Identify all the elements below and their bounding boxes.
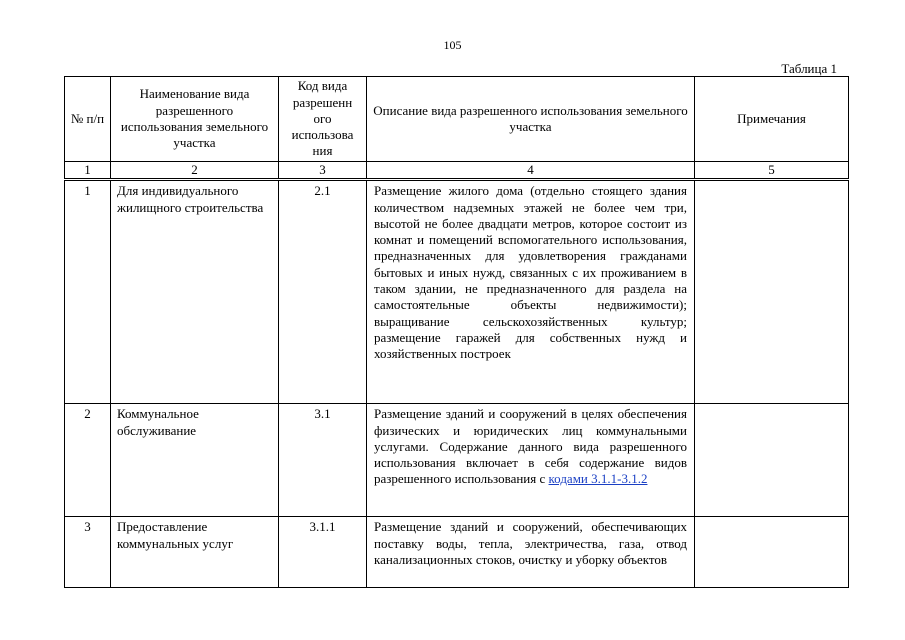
table-row <box>65 180 849 404</box>
row-num: 3 <box>65 517 111 588</box>
table-caption: Таблица 1 <box>781 61 837 76</box>
table-row <box>65 517 849 588</box>
row-code: 3.1 <box>279 404 367 517</box>
row-name: Коммунальное обслуживание <box>111 404 279 517</box>
row-desc <box>367 404 695 517</box>
column-number: 2 <box>111 162 279 180</box>
row-name: Для индивидуального жилищного строительства <box>111 180 279 404</box>
row-code: 3.1.1 <box>279 517 367 588</box>
row-name: Предоставление коммунальных услуг <box>111 517 279 588</box>
header-code: Код вида разрешенн ого использова ния <box>279 77 367 162</box>
row-desc: Размещение жилого дома (отдельно стоящего здания количеством надземных этажей не более чем три, высотой не более двадцати метров, которое состоит из комнат и помещений вспомогательного использования, предназначенных для удовлетворения гражданами бытовых и иных нужд, связанных с их проживанием в таком здании, не предназначенного для раздела на самостоятельные объекты недвижимости); выращивание сельскохозяйственных культур; размещение гаражей для собственных нужд и хозяйственных построек <box>367 180 695 404</box>
row-desc-text: Размещение зданий и сооружений в целях обеспечения физических и юридических лиц коммунальными услугами. Содержание данного вида разрешенного использования включает в себя содержание видов разрешенного использования с <box>374 406 687 487</box>
row-notes <box>695 404 849 517</box>
row-num: 1 <box>65 180 111 404</box>
row-num: 2 <box>65 404 111 517</box>
table-row <box>65 404 849 517</box>
row-notes <box>695 517 849 588</box>
row-desc: Размещение зданий и сооружений, обеспечивающих поставку воды, тепла, электричества, газа, отвод канализационных стоков, очистку и уборку объектов <box>367 517 695 588</box>
header-num: № п/п <box>65 77 111 162</box>
row-notes <box>695 180 849 404</box>
codes-link[interactable]: кодами 3.1.1-3.1.2 <box>548 471 648 487</box>
column-number: 1 <box>65 162 111 180</box>
row-code: 2.1 <box>279 180 367 404</box>
column-number: 3 <box>279 162 367 180</box>
header-notes: Примечания <box>695 77 849 162</box>
column-number-row <box>65 162 849 180</box>
column-number: 5 <box>695 162 849 180</box>
header-desc: Описание вида разрешенного использования земельного участка <box>367 77 695 162</box>
land-use-table <box>64 76 849 588</box>
table-header-row <box>65 77 849 162</box>
header-name: Наименование вида разрешенного использования земельного участка <box>111 77 279 162</box>
column-number: 4 <box>367 162 695 180</box>
page-number: 105 <box>443 38 462 52</box>
